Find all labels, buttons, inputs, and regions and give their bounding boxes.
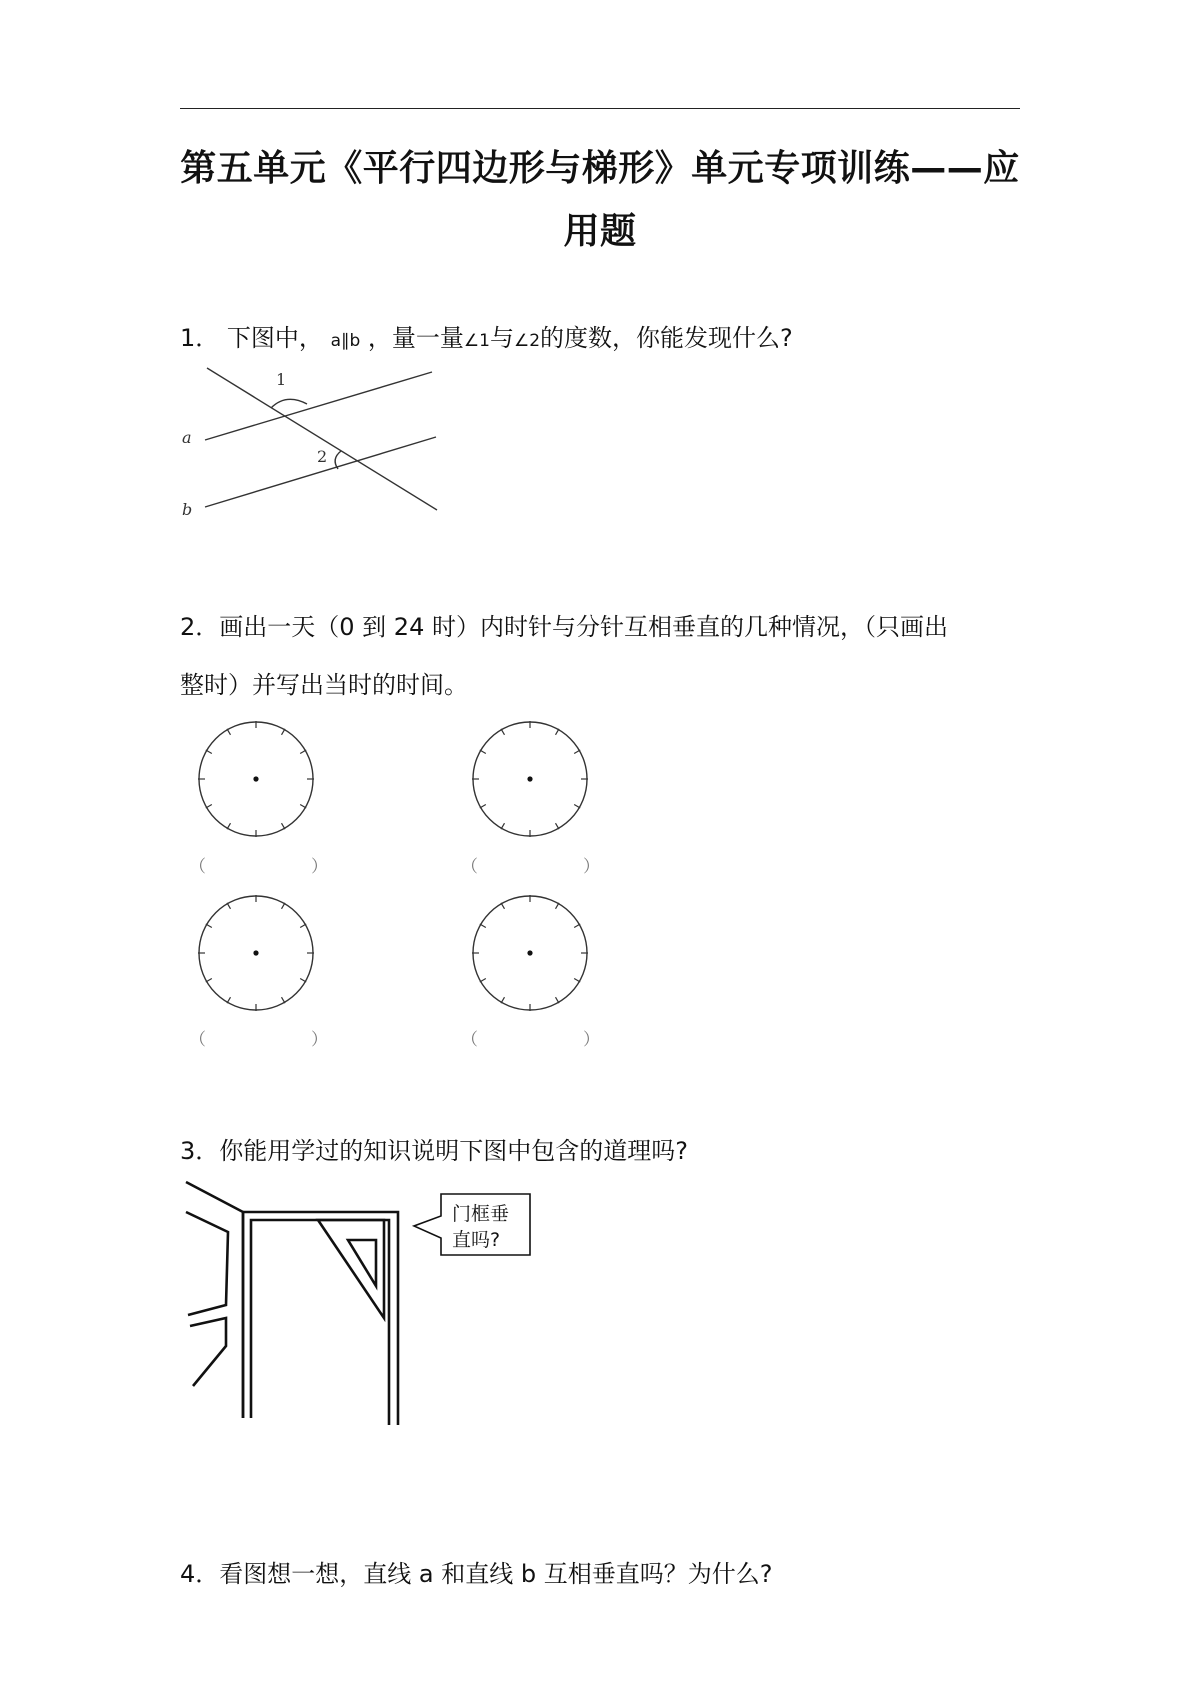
answer-paren-close: ）	[311, 857, 328, 877]
set-square-inner	[348, 1240, 376, 1286]
angle-1-label: ∠1	[463, 331, 490, 351]
question-text: 看图想一想，直线 a 和直线 b 互相垂直吗？为什么?	[219, 1560, 773, 1588]
question-text: 的度数，你能发现什么?	[540, 324, 793, 352]
answer-paren-open: （	[189, 1030, 206, 1050]
question-text: 你能用学过的知识说明下图中包含的道理吗?	[219, 1137, 689, 1165]
parallel-notation: a∥b	[330, 331, 361, 351]
fig-label-2: 2	[317, 447, 328, 466]
door-frame-inner	[251, 1220, 389, 1425]
answer-paren-open: （	[189, 857, 206, 877]
answer-paren-close: ）	[583, 857, 600, 877]
bubble-text-line1: 门框垂	[452, 1203, 510, 1225]
page-title-line1: 第五单元《平行四边形与梯形》单元专项训练——应	[180, 148, 1020, 189]
question-2-line2: 整时）并写出当时的时间。	[180, 671, 468, 699]
fig-label-a: a	[182, 428, 192, 447]
answer-paren-open: （	[461, 857, 478, 877]
question-4	[180, 1554, 772, 1589]
question-number: 2．	[180, 613, 220, 641]
door-panel-upper	[186, 1212, 228, 1315]
question-text: 下图中，	[226, 324, 323, 352]
set-square-outer	[318, 1220, 384, 1318]
fig-label-1: 1	[276, 370, 287, 389]
door-panel-lower	[190, 1318, 226, 1386]
question-text: 画出一天（0 到 24 时）内时针与分针互相垂直的几种情况，（只画出	[219, 613, 948, 641]
bubble-text-line2: 直吗?	[452, 1229, 501, 1251]
answer-paren-close: ）	[311, 1030, 328, 1050]
angle-2-label: ∠2	[513, 331, 541, 351]
question-number: 3．	[180, 1137, 220, 1165]
answer-paren-close: ）	[583, 1030, 600, 1050]
question-text: 与	[489, 324, 514, 352]
answer-paren-open: （	[461, 1030, 478, 1050]
question-number: 4．	[180, 1560, 220, 1588]
fig-label-b: b	[182, 500, 193, 519]
question-text: ，量一量	[367, 324, 464, 352]
page-title-line2: 用题	[563, 211, 637, 252]
question-number: 1．	[180, 324, 220, 352]
